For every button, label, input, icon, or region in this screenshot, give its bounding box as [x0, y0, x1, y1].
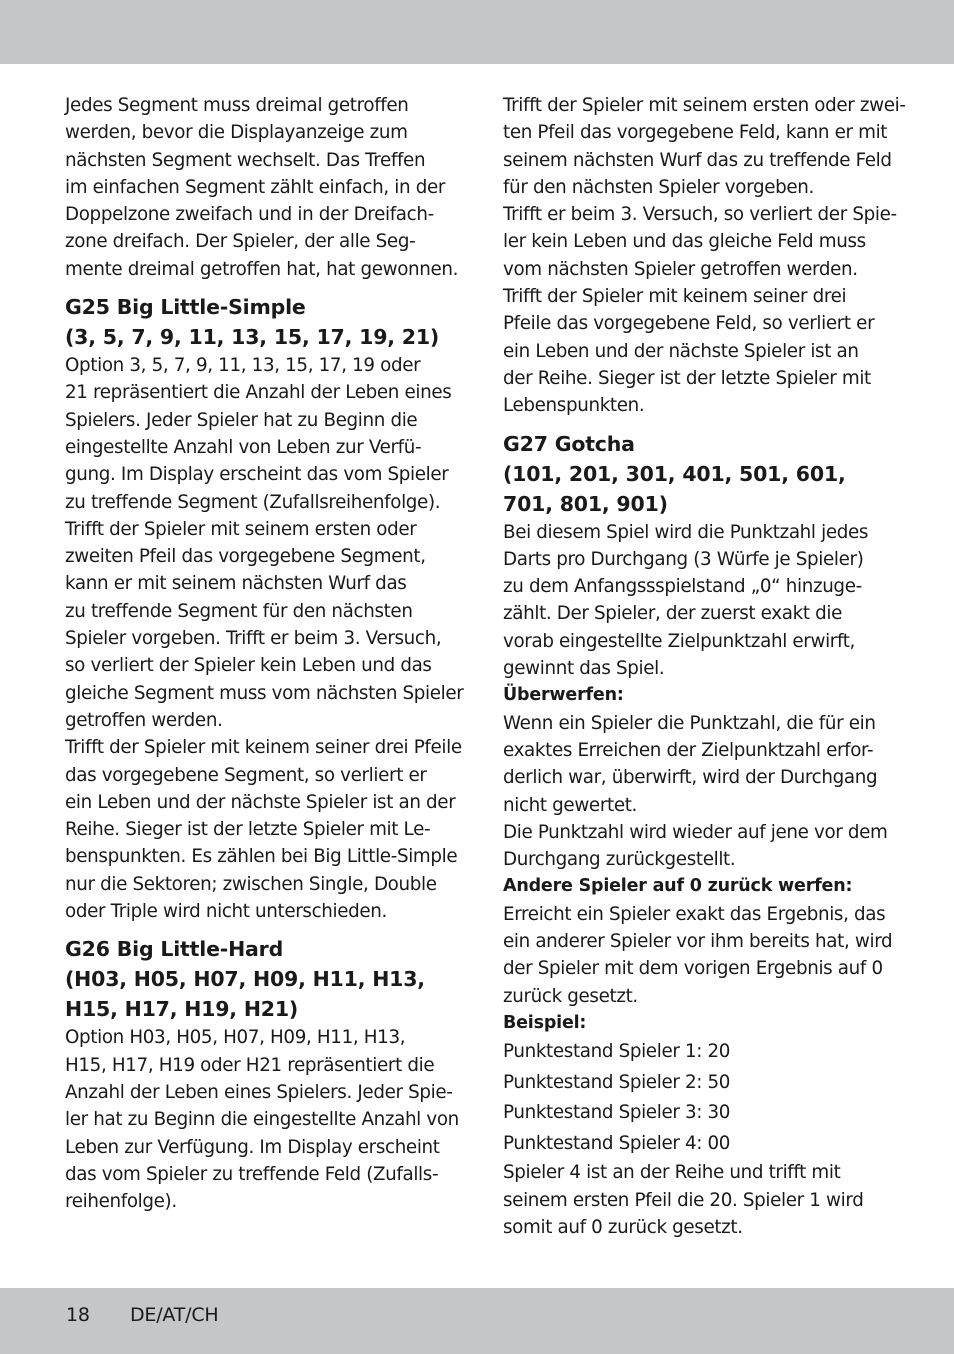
section-g26 [65, 934, 457, 1215]
text-line: gleiche Segment muss vom nächsten Spieler [65, 682, 464, 704]
text-line: Trifft der Spieler mit seinem ersten oder zwei- [503, 95, 906, 116]
text-line: seinem ersten Pfeil die 20. Spieler 1 wird [503, 1189, 864, 1211]
example-score-line: Punktestand Spieler 2: 50 [503, 1071, 731, 1093]
section-heading: H15, H17, H19, H21) [65, 997, 299, 1022]
section-heading: (3, 5, 7, 9, 11, 13, 15, 17, 19, 21) [65, 325, 440, 350]
text-line: ler hat zu Beginn die eingestellte Anzahl von [65, 1109, 459, 1131]
text-line: Spieler 4 ist an der Reihe und trifft mit [503, 1162, 841, 1184]
text-line: seinem nächsten Wurf das zu treffende Feld [503, 149, 892, 171]
text-line: werden, bevor die Displayanzeige zum [65, 122, 408, 144]
text-line: Doppelzone zweifach und in der Dreifach- [65, 204, 434, 226]
text-line: ein anderer Spieler vor ihm bereits hat, wird [503, 931, 893, 953]
subheading-ueberwerfen: Überwerfen: [503, 685, 624, 706]
section-g25 [65, 292, 464, 925]
text-line: Pfeile das vorgegebene Feld, so verliert er [503, 313, 875, 335]
text-line: vorab eingestellte Zielpunktzahl erwirft, [503, 630, 856, 652]
intro-paragraph [65, 92, 457, 283]
text-line: der Spieler mit dem vorigen Ergebnis auf 0 [503, 958, 883, 980]
text-line: so verliert der Spieler kein Leben und das [65, 655, 432, 677]
text-line: im einfachen Segment zählt einfach, in der [65, 176, 446, 198]
text-line: gewinnt das Spiel. [503, 658, 665, 680]
text-line: Trifft der Spieler mit keinem seiner drei Pfeile [65, 737, 462, 759]
text-line: ein Leben und der nächste Spieler ist an der [65, 791, 456, 813]
page-number: 18 [66, 1304, 90, 1326]
text-line: für den nächsten Spieler vorgeben. [503, 176, 814, 198]
locale-label: DE/AT/CH [130, 1304, 219, 1326]
text-line: kann er mit seinem nächsten Wurf das [65, 573, 407, 595]
text-line: 21 repräsentiert die Anzahl der Leben eines [65, 382, 452, 404]
g26-continued-paragraph [503, 92, 906, 420]
section-heading: 701, 801, 901) [503, 491, 668, 516]
text-line: nur die Sektoren; zwischen Single, Double [65, 873, 437, 895]
text-line: Anzahl der Leben eines Spielers. Jeder Spie- [65, 1081, 453, 1103]
text-line: gung. Im Display erscheint das vom Spieler [65, 464, 449, 486]
text-line: somit auf 0 zurück gesetzt. [503, 1216, 743, 1238]
text-line: Leben zur Verfügung. Im Display erscheint [65, 1136, 440, 1158]
subheading-beispiel: Beispiel: [503, 1012, 587, 1033]
text-line: zählt. Der Spieler, der zuerst exakt die [503, 603, 842, 625]
text-line: derlich war, überwirft, wird der Durchgang [503, 767, 878, 789]
text-line: zu treffende Segment für den nächsten [65, 600, 413, 622]
text-line: ten Pfeil das vorgegebene Feld, kann er mit [503, 122, 888, 144]
text-line: Trifft er beim 3. Versuch, so verliert der Spie- [503, 204, 897, 226]
text-line: Bei diesem Spiel wird die Punktzahl jedes [503, 521, 869, 543]
section-heading: (101, 201, 301, 401, 501, 601, [503, 461, 846, 486]
text-line: Erreicht ein Spieler exakt das Ergebnis, das [503, 903, 886, 925]
text-line: Jedes Segment muss dreimal getroffen [65, 95, 409, 116]
section-g27 [503, 429, 895, 1242]
text-line: Reihe. Sieger ist der letzte Spieler mit Le- [65, 819, 431, 841]
text-line: ein Leben und der nächste Spieler ist an [503, 340, 859, 362]
text-line: Wenn ein Spieler die Punktzahl, die für ein [503, 712, 876, 734]
text-line: nicht gewertet. [503, 794, 637, 816]
text-line: reihenfolge). [65, 1191, 177, 1213]
text-line: zone dreifach. Der Spieler, der alle Seg- [65, 231, 416, 253]
example-score-line: Punktestand Spieler 1: 20 [503, 1041, 731, 1063]
text-line: H15, H17, H19 oder H21 repräsentiert die [65, 1054, 435, 1076]
text-line: Spieler vorgeben. Trifft er beim 3. Versuch, [65, 628, 442, 650]
example-score-line: Punktestand Spieler 4: 00 [503, 1132, 731, 1154]
header-bar [0, 0, 954, 64]
text-line: Option 3, 5, 7, 9, 11, 13, 15, 17, 19 oder [65, 355, 421, 377]
right-column [503, 92, 906, 1241]
example-score-line: Punktestand Spieler 3: 30 [503, 1102, 731, 1124]
left-column [65, 92, 464, 1215]
text-line: Durchgang zurückgestellt. [503, 849, 736, 871]
text-line: vom nächsten Spieler getroffen werden. [503, 258, 858, 280]
text-line: getroffen werden. [65, 709, 223, 731]
text-line: ler kein Leben und das gleiche Feld muss [503, 231, 866, 253]
text-line: Trifft der Spieler mit keinem seiner drei [503, 286, 847, 308]
text-line: das vorgegebene Segment, so verliert er [65, 764, 427, 786]
text-line: Trifft der Spieler mit seinem ersten oder [65, 518, 417, 540]
text-line: Darts pro Durchgang (3 Würfe je Spieler) [503, 548, 864, 570]
section-heading: G25 Big Little-Simple [65, 295, 306, 320]
text-line: der Reihe. Sieger ist der letzte Spieler mit [503, 367, 871, 389]
text-line: Option H03, H05, H07, H09, H11, H13, [65, 1027, 406, 1049]
section-heading: G26 Big Little-Hard [65, 937, 284, 962]
text-line: zurück gesetzt. [503, 985, 638, 1007]
section-heading: (H03, H05, H07, H09, H11, H13, [65, 967, 425, 992]
text-line: Lebenspunkten. [503, 395, 645, 417]
text-line: das vom Spieler zu treffende Feld (Zufalls- [65, 1163, 439, 1185]
text-line: eingestellte Anzahl von Leben zur Verfü- [65, 436, 422, 458]
text-line: oder Triple wird nicht unterschieden. [65, 901, 387, 923]
subheading-andere-spieler: Andere Spieler auf 0 zurück werfen: [503, 876, 853, 897]
text-line: Die Punktzahl wird wieder auf jene vor dem [503, 821, 888, 843]
text-line: exaktes Erreichen der Zielpunktzahl erfor- [503, 739, 874, 761]
text-line: Spielers. Jeder Spieler hat zu Beginn die [65, 409, 418, 431]
text-line: benspunkten. Es zählen bei Big Little-Simple [65, 846, 458, 868]
text-line: zu treffende Segment (Zufallsreihenfolge). [65, 491, 441, 513]
section-heading: G27 Gotcha [503, 431, 635, 456]
text-line: zweiten Pfeil das vorgegebene Segment, [65, 546, 426, 568]
text-line: mente dreimal getroffen hat, hat gewonnen. [65, 258, 459, 280]
text-line: nächsten Segment wechselt. Das Treffen [65, 149, 426, 171]
text-line: zu dem Anfangssspielstand „0“ hinzuge- [503, 576, 862, 598]
